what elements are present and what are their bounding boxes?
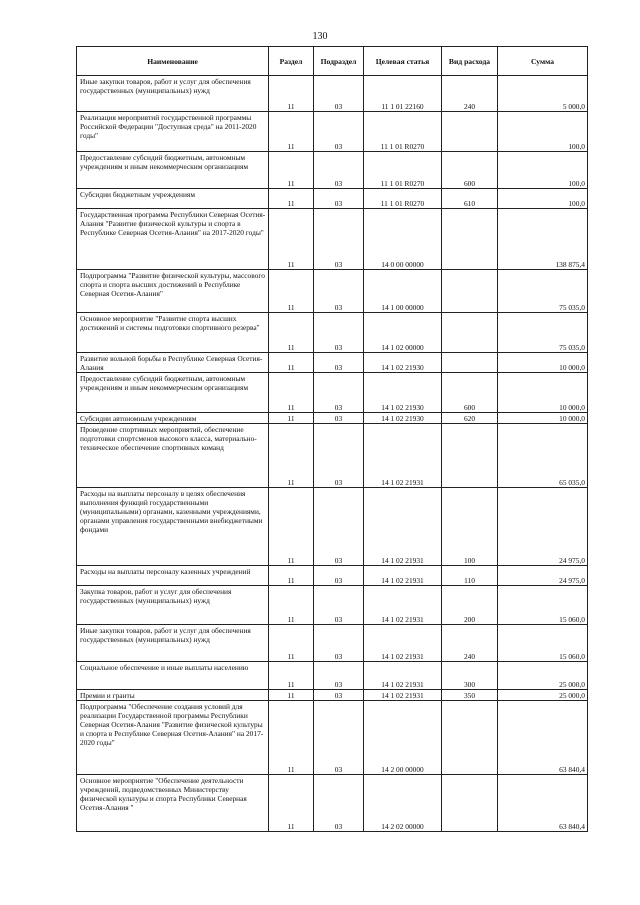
row-summa: 75 035,0 (498, 270, 588, 313)
table-row (77, 662, 588, 690)
row-vid: 110 (442, 566, 498, 586)
row-vid: 200 (442, 586, 498, 625)
row-vid: 620 (442, 413, 498, 424)
row-vid: 240 (442, 76, 498, 112)
row-statya: 14 2 00 00000 (364, 701, 442, 775)
row-razdel: 11 (269, 775, 314, 832)
row-statya: 14 2 02 00000 (364, 775, 442, 832)
row-statya: 14 1 02 21930 (364, 413, 442, 424)
row-summa: 25 000,0 (498, 690, 588, 701)
row-name: Субсидии бюджетным учреждениям (77, 189, 269, 209)
row-summa: 100,0 (498, 189, 588, 209)
row-statya: 14 1 02 21931 (364, 488, 442, 566)
row-podrazdel: 03 (314, 488, 364, 566)
table-row (77, 690, 588, 701)
row-name: Основное мероприятие "Развитие спорта высших достижений и системы подготовки спортивного резерва" (77, 313, 269, 353)
row-vid: 240 (442, 625, 498, 662)
row-name: Иные закупки товаров, работ и услуг для обеспечения государственных (муниципальных) нужд (77, 76, 269, 112)
row-name: Иные закупки товаров, работ и услуг для обеспечения государственных (муниципальных) нужд (77, 625, 269, 662)
row-podrazdel: 03 (314, 775, 364, 832)
row-podrazdel: 03 (314, 625, 364, 662)
table-row (77, 775, 588, 832)
row-vid (442, 112, 498, 152)
row-podrazdel: 03 (314, 112, 364, 152)
row-podrazdel: 03 (314, 76, 364, 112)
row-razdel: 11 (269, 112, 314, 152)
row-vid (442, 701, 498, 775)
table-row (77, 488, 588, 566)
row-summa: 25 000,0 (498, 662, 588, 690)
row-razdel: 11 (269, 625, 314, 662)
row-summa: 100,0 (498, 112, 588, 152)
column-header-vid: Вид расхода (442, 47, 498, 76)
row-podrazdel: 03 (314, 701, 364, 775)
row-vid (442, 270, 498, 313)
column-header-summa: Сумма (498, 47, 588, 76)
row-name: Предоставление субсидий бюджетным, автономным учреждениям и иным некоммерческим организациям (77, 152, 269, 189)
row-name: Предоставление субсидий бюджетным, автономным учреждениям и иным некоммерческим организациям (77, 373, 269, 413)
row-razdel: 11 (269, 566, 314, 586)
row-razdel: 11 (269, 76, 314, 112)
row-name: Расходы на выплаты персоналу казенных учреждений (77, 566, 269, 586)
row-vid (442, 353, 498, 373)
row-vid (442, 209, 498, 270)
row-podrazdel: 03 (314, 373, 364, 413)
row-podrazdel: 03 (314, 313, 364, 353)
table-row (77, 413, 588, 424)
row-razdel: 11 (269, 189, 314, 209)
row-razdel: 11 (269, 270, 314, 313)
row-statya: 14 1 02 21930 (364, 373, 442, 413)
column-header-name: Наименование (77, 47, 269, 76)
row-razdel: 11 (269, 209, 314, 270)
row-summa: 63 840,4 (498, 775, 588, 832)
row-razdel: 11 (269, 413, 314, 424)
page-number: 130 (312, 31, 328, 42)
row-razdel: 11 (269, 424, 314, 488)
row-podrazdel: 03 (314, 152, 364, 189)
row-statya: 14 1 02 00000 (364, 313, 442, 353)
row-razdel: 11 (269, 488, 314, 566)
row-podrazdel: 03 (314, 189, 364, 209)
table-row (77, 373, 588, 413)
row-statya: 11 1 01 R0270 (364, 152, 442, 189)
table-body (77, 76, 588, 832)
row-vid: 610 (442, 189, 498, 209)
table-row (77, 566, 588, 586)
row-name: Подпрограмма "Развитие физической культуры, массового спорта и спорта высших достижений в Республике Северная Осетия-Алания" (77, 270, 269, 313)
row-razdel: 11 (269, 373, 314, 413)
row-summa: 24 975,0 (498, 488, 588, 566)
row-statya: 14 1 02 21930 (364, 353, 442, 373)
row-razdel: 11 (269, 662, 314, 690)
row-statya: 14 1 02 21931 (364, 690, 442, 701)
column-header-razdel: Раздел (269, 47, 314, 76)
table-row (77, 112, 588, 152)
row-razdel: 11 (269, 701, 314, 775)
row-name: Проведение спортивных мероприятий, обеспечение подготовки спортсменов высокого класса, материально-техническое обеспечение спортивных команд (77, 424, 269, 488)
row-statya: 14 1 02 21931 (364, 586, 442, 625)
row-statya: 14 1 00 00000 (364, 270, 442, 313)
table-row (77, 625, 588, 662)
row-name: Расходы на выплаты персоналу в целях обеспечения выполнения функций государственными (муниципальными) органами, казенными учреждениями, органами управления государственными внебюджетными фондами (77, 488, 269, 566)
row-name: Реализация мероприятий государственной программы Российской Федерации "Доступная среда" на 2011-2020 годы" (77, 112, 269, 152)
row-summa: 65 035,0 (498, 424, 588, 488)
row-name: Премии и гранты (77, 690, 269, 701)
row-vid: 350 (442, 690, 498, 701)
row-name: Основное мероприятие "Обеспечение деятельности учреждений, подведомственных Министерству физической культуры и спорта Республики Северная Осетия-Алания " (77, 775, 269, 832)
row-summa: 63 840,4 (498, 701, 588, 775)
row-statya: 14 0 00 00000 (364, 209, 442, 270)
row-razdel: 11 (269, 313, 314, 353)
row-podrazdel: 03 (314, 690, 364, 701)
row-summa: 24 975,0 (498, 566, 588, 586)
row-razdel: 11 (269, 586, 314, 625)
row-podrazdel: 03 (314, 413, 364, 424)
row-vid: 600 (442, 373, 498, 413)
table-row (77, 586, 588, 625)
row-podrazdel: 03 (314, 424, 364, 488)
table-row (77, 209, 588, 270)
row-statya: 14 1 02 21931 (364, 662, 442, 690)
row-podrazdel: 03 (314, 662, 364, 690)
row-name: Закупка товаров, работ и услуг для обеспечения государственных (муниципальных) нужд (77, 586, 269, 625)
table-row (77, 313, 588, 353)
budget-table (76, 46, 588, 832)
row-vid (442, 424, 498, 488)
row-podrazdel: 03 (314, 586, 364, 625)
table-row (77, 424, 588, 488)
row-podrazdel: 03 (314, 566, 364, 586)
row-vid (442, 775, 498, 832)
row-statya: 14 1 02 21931 (364, 424, 442, 488)
table-row (77, 701, 588, 775)
row-summa: 15 060,0 (498, 625, 588, 662)
table-row (77, 353, 588, 373)
row-summa: 100,0 (498, 152, 588, 189)
row-vid (442, 313, 498, 353)
row-vid: 100 (442, 488, 498, 566)
row-summa: 10 000,0 (498, 413, 588, 424)
table-row (77, 152, 588, 189)
row-name: Социальное обеспечение и иные выплаты населению (77, 662, 269, 690)
row-vid: 600 (442, 152, 498, 189)
row-summa: 138 875,4 (498, 209, 588, 270)
row-summa: 75 035,0 (498, 313, 588, 353)
column-header-podrazdel: Подраздел (314, 47, 364, 76)
row-razdel: 11 (269, 152, 314, 189)
row-summa: 10 000,0 (498, 373, 588, 413)
table-row (77, 189, 588, 209)
row-podrazdel: 03 (314, 353, 364, 373)
row-vid: 300 (442, 662, 498, 690)
row-name: Государственная программа Республики Северная Осетия-Алания "Развитие физической культуры и спорта в Республике Северная Осетия-Алания" на 2017-2020 годы" (77, 209, 269, 270)
table-row (77, 76, 588, 112)
row-razdel: 11 (269, 690, 314, 701)
table-header-row (77, 47, 588, 76)
row-podrazdel: 03 (314, 270, 364, 313)
row-razdel: 11 (269, 353, 314, 373)
row-statya: 11 1 01 22160 (364, 76, 442, 112)
row-summa: 10 000,0 (498, 353, 588, 373)
row-statya: 11 1 01 R0270 (364, 112, 442, 152)
row-statya: 14 1 02 21931 (364, 625, 442, 662)
row-summa: 15 060,0 (498, 586, 588, 625)
row-name: Субсидии автономным учреждениям (77, 413, 269, 424)
row-summa: 5 000,0 (498, 76, 588, 112)
row-name: Развитие вольной борьбы в Республике Северная Осетия-Алания (77, 353, 269, 373)
table-row (77, 270, 588, 313)
column-header-statya: Целевая статья (364, 47, 442, 76)
row-name: Подпрограмма "Обеспечение создания условий для реализации Государственной программы Республики Северная Осетия-Алания "Развитие физической культуры и спорта в Республике Северная Осетия-Алания" на 2017-2020 годы" (77, 701, 269, 775)
row-statya: 14 1 02 21931 (364, 566, 442, 586)
row-podrazdel: 03 (314, 209, 364, 270)
row-statya: 11 1 01 R0270 (364, 189, 442, 209)
